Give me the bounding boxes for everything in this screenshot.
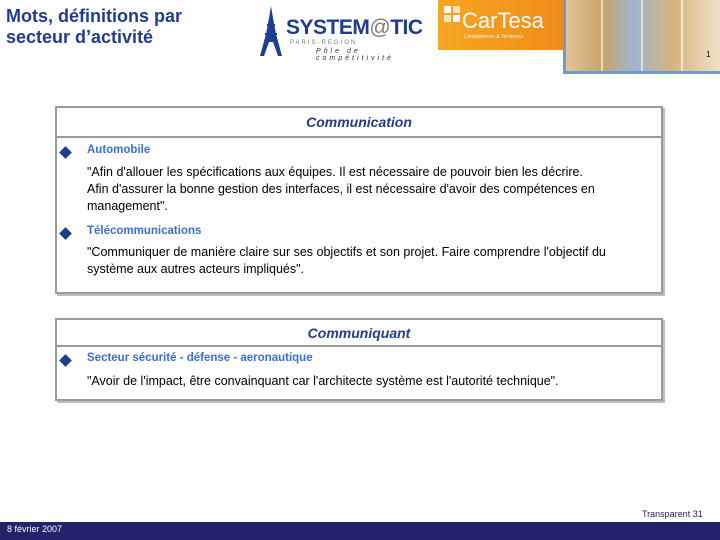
sector-quote: "Afin d'allouer les spécifications aux équipes. Il est nécessaire de pouvoir bien les décrire. Afin d'assurer la bonne gestion des interfaces, il est nécessaire d'avoir des compétences en management". bbox=[87, 165, 595, 213]
page-number: 1 bbox=[706, 50, 711, 59]
slide-title-line1: Mots, définitions par bbox=[6, 6, 183, 26]
slide-title-line2: secteur d’activité bbox=[6, 27, 154, 47]
cartesa-squares-icon bbox=[444, 6, 460, 22]
cartesa-name: CarTesa bbox=[462, 8, 544, 33]
logo-pole-text: Pôle de compétitivité bbox=[316, 48, 394, 62]
cartesa-logo bbox=[438, 0, 563, 50]
panel-header: Communiquant bbox=[57, 320, 661, 347]
sector-quote: "Communiquer de manière claire sur ses objectifs et son projet. Faire comprendre l'objectif du système aux autres acteurs impliqués". bbox=[87, 245, 606, 276]
logo-tic-text: TIC bbox=[390, 16, 423, 39]
sector-heading: Télécommunications bbox=[87, 225, 202, 237]
systematic-wordmark bbox=[286, 16, 423, 40]
slide-title bbox=[6, 6, 236, 48]
photo-strip-frame bbox=[563, 0, 720, 74]
diamond-bullet-icon bbox=[59, 227, 72, 240]
logo-system-text: SYSTEM bbox=[286, 16, 370, 39]
diamond-bullet-icon bbox=[59, 146, 72, 159]
logo-at-text: @ bbox=[369, 16, 391, 39]
footer-bar bbox=[0, 522, 720, 540]
diamond-bullet-icon bbox=[59, 354, 72, 367]
cartesa-subtitle: Compétences & Territoires bbox=[464, 34, 523, 40]
systematic-logo bbox=[252, 4, 422, 60]
sector-heading: Automobile bbox=[87, 144, 151, 156]
communiquant-panel bbox=[55, 318, 663, 401]
sector-quote: "Avoir de l'impact, être convainquant car l'architecte système est l'autorité technique". bbox=[87, 374, 559, 388]
sector-section bbox=[57, 140, 661, 215]
slide-number: Transparent 31 bbox=[642, 509, 703, 519]
logo-region-text: PARIS-REGION bbox=[290, 40, 358, 46]
communication-panel bbox=[55, 106, 663, 294]
sector-heading: Secteur sécurité - défense - aeronautique bbox=[87, 352, 313, 364]
sector-section bbox=[57, 221, 661, 278]
panel-header: Communication bbox=[57, 108, 661, 138]
eiffel-tower-icon bbox=[252, 4, 290, 60]
sector-section bbox=[57, 348, 661, 390]
footer-date: 8 février 2007 bbox=[7, 524, 63, 534]
